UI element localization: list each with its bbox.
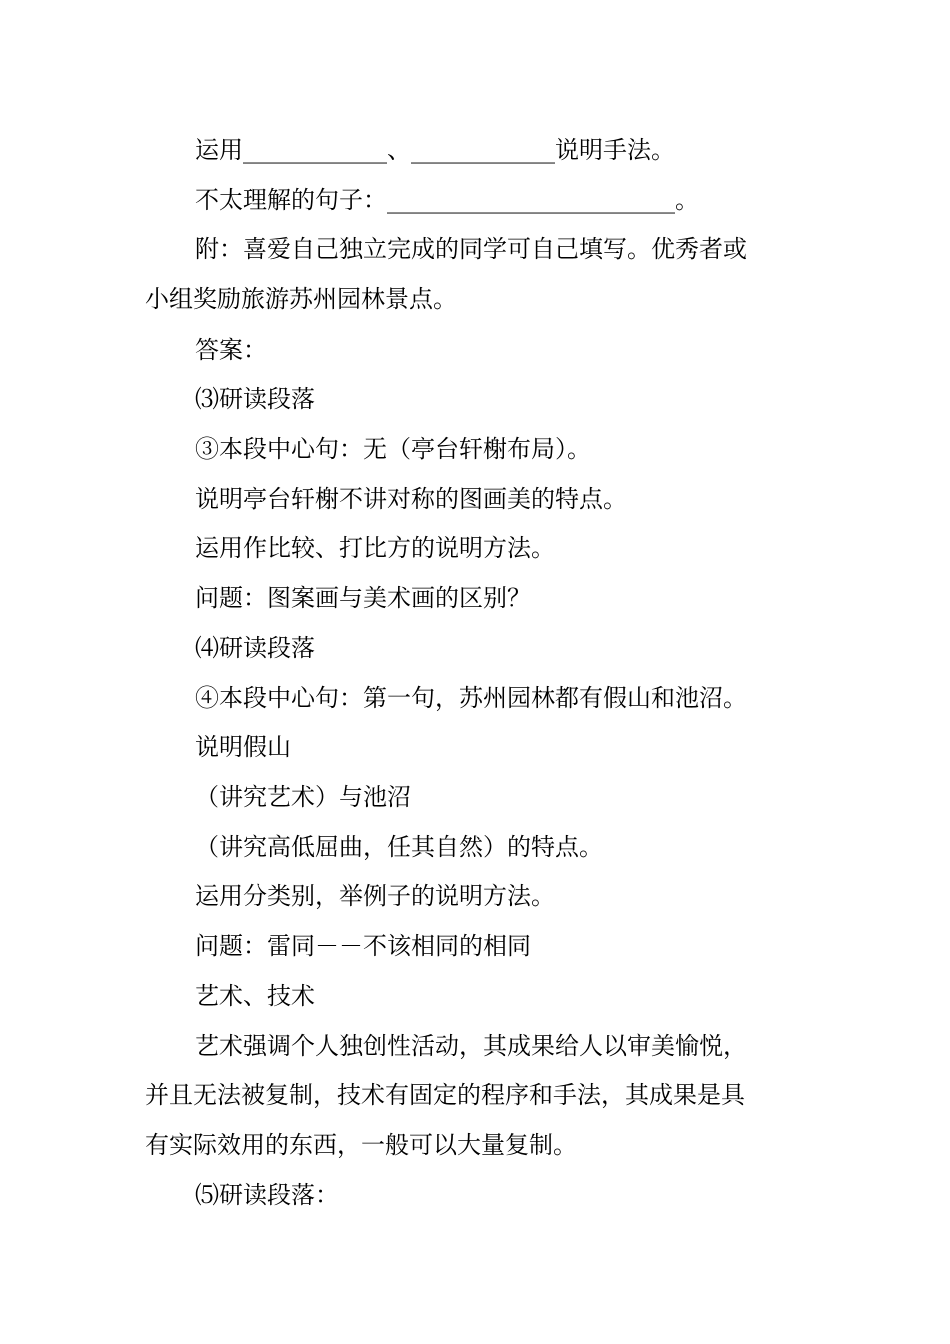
section-5-heading: ⑸研读段落： — [195, 1181, 339, 1209]
section-3-question: 问题：图案画与美术画的区别？ — [195, 584, 531, 612]
section-4-method: 运用分类别，举例子的说明方法。 — [195, 882, 555, 910]
section-3-heading: ⑶研读段落 — [195, 385, 315, 413]
section-4-feature-2: （讲究艺术）与池沼 — [195, 783, 411, 811]
section-4-feature-1: 说明假山 — [195, 733, 291, 761]
art-technique-paragraph-line-3: 有实际效用的东西，一般可以大量复制。 — [145, 1131, 577, 1159]
note-line-1: 附：喜爱自己独立完成的同学可自己填写。优秀者或 — [195, 235, 747, 263]
fill-in-sentence-line: 不太理解的句子：________________________。 — [195, 186, 699, 214]
section-4-central-sentence: ④本段中心句：第一句，苏州园林都有假山和池沼。 — [195, 684, 747, 712]
section-4-feature-3: （讲究高低屈曲，任其自然）的特点。 — [195, 833, 603, 861]
note-line-2: 小组奖励旅游苏州园林景点。 — [145, 285, 457, 313]
section-3-central-sentence: ③本段中心句：无（亭台轩榭布局）。 — [195, 435, 591, 463]
section-3-method: 运用作比较、打比方的说明方法。 — [195, 534, 555, 562]
section-4-heading: ⑷研读段落 — [195, 634, 315, 662]
section-3-feature: 说明亭台轩榭不讲对称的图画美的特点。 — [195, 485, 627, 513]
answer-heading: 答案： — [195, 336, 267, 364]
art-technique-paragraph-line-2: 并且无法被复制，技术有固定的程序和手法，其成果是具 — [145, 1081, 745, 1109]
fill-in-methods-line: 运用____________、____________说明手法。 — [195, 136, 675, 164]
art-technique-heading: 艺术、技术 — [195, 982, 315, 1010]
art-technique-paragraph-line-1: 艺术强调个人独创性活动，其成果给人以审美愉悦， — [195, 1032, 747, 1060]
section-4-question: 问题：雷同－－不该相同的相同 — [195, 932, 531, 960]
